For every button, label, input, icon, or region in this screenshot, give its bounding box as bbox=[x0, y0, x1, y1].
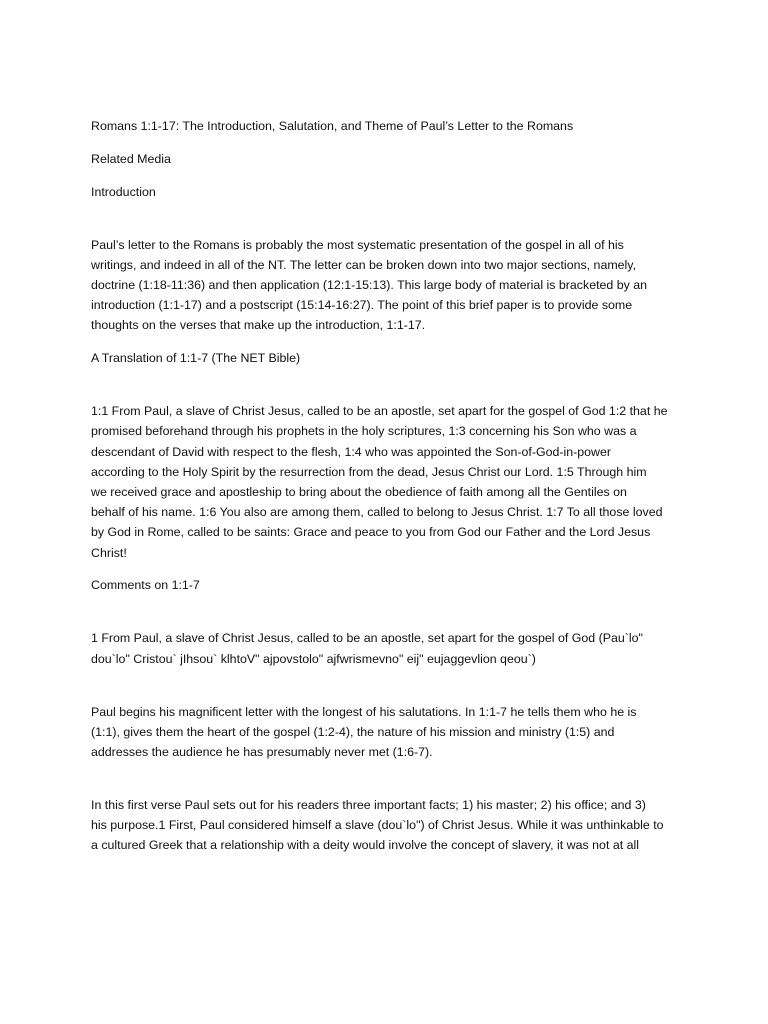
translation-paragraph: 1:1 From Paul, a slave of Christ Jesus, called to be an apostle, set apart for the gospel of God 1:2 that he promised beforehand through his prophets in the holy scriptures, 1:3 concerning his Son who was a descendant of David with respect to the flesh, 1:4 who was appointed the Son-of-God-in-power according to the Holy Spirit by the resurrection from the dead, Jesus Christ our Lord. 1:5 Through him we received grace and apostleship to bring about the obedience of faith among all the Gentiles on behalf of his name. 1:6 You also are among them, called to belong to Jesus Christ. 1:7 To all those loved by God in Rome, called to be saints: Grace and peace to you from God our Father and the Lord Jesus Christ! bbox=[91, 404, 668, 560]
related-media-label: Related Media bbox=[91, 151, 171, 166]
document-title: Romans 1:1-17: The Introduction, Salutation, and Theme of Paul’s Letter to the Romans bbox=[91, 119, 574, 133]
intro-paragraph: Paul’s letter to the Romans is probably the most systematic presentation of the gospel in all of his writings, and indeed in all of the NT. The letter can be broken down into two major sections, namely, doctrine (1:18-11:36) and then application (12:1-15:13). This large body of material is bracketed by an introduction (1:1-17) and a postscript (15:14-16:27). The point of this brief paper is to provide some thoughts on the verses that make up the introduction, 1:1-17. bbox=[91, 237, 648, 333]
comments-heading: Comments on 1:1-7 bbox=[91, 578, 200, 593]
verse1-paragraph: 1 From Paul, a slave of Christ Jesus, called to be an apostle, set apart for the gospel of God (Pau`lo" dou`lo" Cristou` jIhsou` klhtoV" ajpovstolo" ajfwrismevno" eij" eujaggevlion qeou`) bbox=[91, 631, 643, 666]
first-verse-paragraph: In this first verse Paul sets out for his readers three important facts; 1) his master; 2) his office; and 3) his purpose.1 First, Paul considered himself a slave (dou`lo") of Christ Jesus. While it was unthinkable to a cultured Greek that a relationship with a deity would involve the concept of slavery, it was not at all bbox=[91, 798, 664, 853]
salutation-paragraph: Paul begins his magnificent letter with the longest of his salutations. In 1:1-7 he tells them who he is (1:1), gives them the heart of the gospel (1:2-4), the nature of his mission and ministry (1:5) and addresses the audience he has presumably never met (1:6-7). bbox=[91, 704, 637, 760]
document-page bbox=[91, 116, 691, 856]
introduction-heading: Introduction bbox=[91, 184, 156, 199]
translation-heading: A Translation of 1:1-7 (The NET Bible) bbox=[91, 351, 301, 366]
